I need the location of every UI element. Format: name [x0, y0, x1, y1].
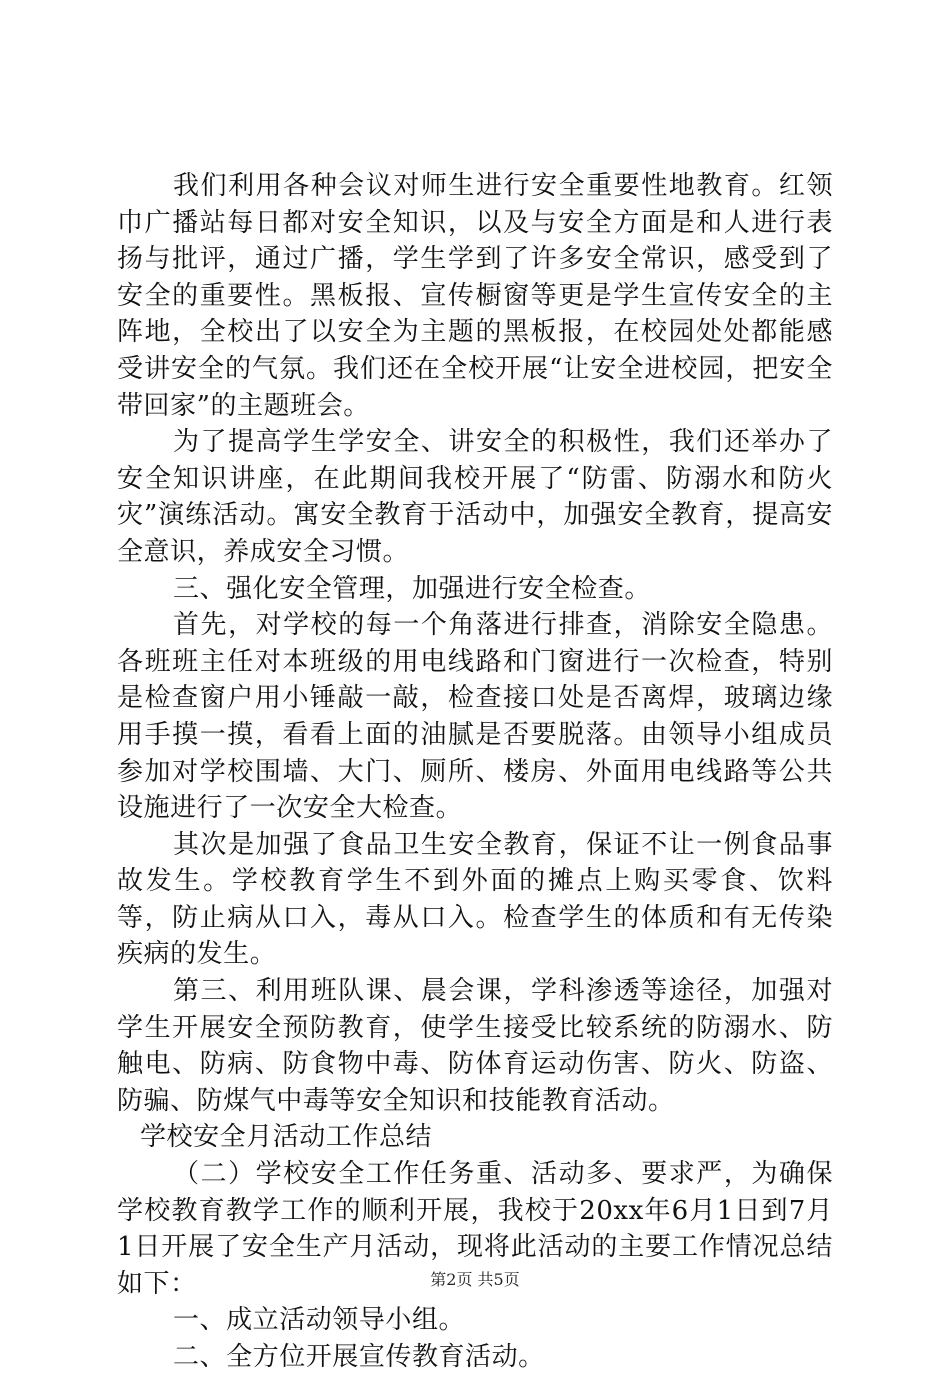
list-item-publicity-activities: 二、全方位开展宣传教育活动。 — [173, 1342, 545, 1372]
paragraph-safety-lecture: 为了提高学生学安全、讲安全的积极性，我们还举办了安全知识讲座，在此期间我校开展了“防雷、防溺水和防火灾”演练活动。寓安全教育于活动中，加强安全教育，提高安全意识，养成安全习惯。 — [117, 427, 833, 567]
summary-title: 学校安全月活动工作总结 — [140, 1122, 433, 1153]
paragraph-prevention-education: 第三、利用班队课、晨会课，学科渗透等途径，加强对学生开展安全预防教育，使学生接受比较系统的防溺水、防触电、防病、防食物中毒、防体育运动伤害、防火、防盗、防骗、防煤气中毒等安全知识和技能教育活动。 — [117, 976, 833, 1116]
paragraph-safety-month-intro: （二）学校安全工作任务重、活动多、要求严，为确保学校教育教学工作的顺利开展，我校于20xx年6月1日到7月1日开展了安全生产月活动，现将此活动的主要工作情况总结如下： — [117, 1159, 833, 1299]
section-heading-safety-management: 三、强化安全管理，加强进行安全检查。 — [173, 573, 651, 604]
paragraph-campus-inspection: 首先，对学校的每一个角落进行排查，消除安全隐患。各班班主任对本班级的用电线路和门窗进行一次检查，特别是检查窗户用小锤敲一敲，检查接口处是否离焊，玻璃边缘用手摸一摸，看看上面的油腻是否要脱落。由领导小组成员参加对学校围墙、大门、厕所、楼房、外面用电线路等公共设施进行了一次安全大检查。 — [117, 610, 833, 824]
list-item-leadership-group: 一、成立活动领导小组。 — [173, 1305, 466, 1336]
document-body — [117, 168, 833, 1376]
page-number-footer: 第2页 共5页 — [430, 1270, 520, 1289]
paragraph-safety-education-meetings: 我们利用各种会议对师生进行安全重要性地教育。红领巾广播站每日都对安全知识，以及与安全方面是和人进行表扬与批评，通过广播，学生学到了许多安全常识，感受到了安全的重要性。黑板报、宣传橱窗等更是学生宣传安全的主阵地，全校出了以安全为主题的黑板报，在校园处处都能感受讲安全的气氛。我们还在全校开展“让安全进校园，把安全带回家”的主题班会。 — [117, 171, 833, 421]
paragraph-food-safety: 其次是加强了食品卫生安全教育，保证不让一例食品事故发生。学校教育学生不到外面的摊点上购买零食、饮料等，防止病从口入，毒从口入。检查学生的体质和有无传染疾病的发生。 — [117, 829, 833, 970]
